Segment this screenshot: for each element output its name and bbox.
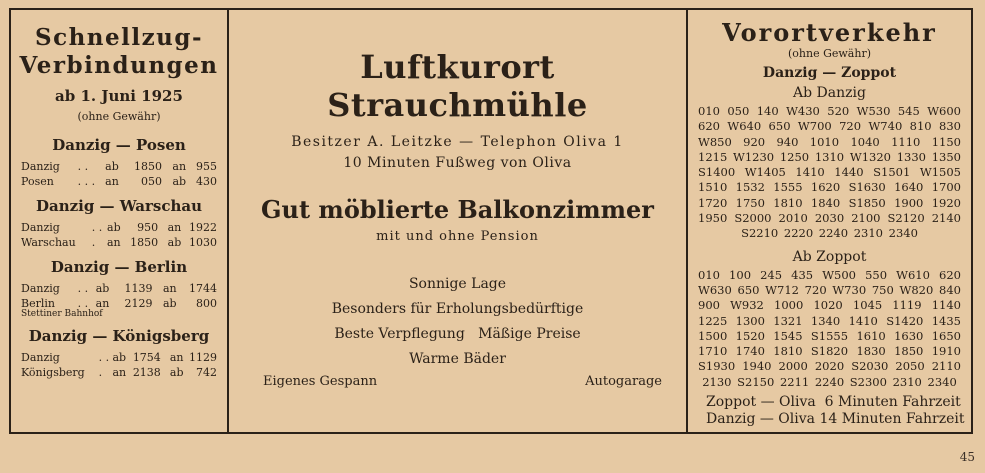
direction: an — [112, 366, 127, 379]
city: Danzig — [21, 221, 60, 234]
city: Posen — [21, 175, 54, 188]
car-garage: Autogarage — [585, 374, 662, 389]
table-row — [21, 235, 217, 250]
travel-times — [688, 394, 971, 428]
time: 1850 — [134, 160, 162, 173]
time: 1850 — [130, 236, 159, 249]
time: 2138 — [132, 366, 161, 379]
feature-item: Warme Bäder — [409, 351, 506, 367]
travel-time-item: Zoppot — Oliva 6 Minuten Fahrzeit — [706, 394, 961, 411]
dots: . . — [98, 351, 110, 364]
direction: an — [172, 160, 187, 173]
route-berlin-title: Danzig — Berlin — [50, 258, 188, 276]
time: 1754 — [132, 351, 161, 364]
time: 430 — [196, 175, 217, 188]
city: Danzig — [21, 282, 60, 295]
table-row — [21, 281, 217, 296]
direction: an — [105, 175, 119, 188]
from-zoppot-times: 010 100 245 435 W500 550 W610 620 W630 650 W712 720 W730 750 W820 840 900 W932 1000 1020 1045 1119 1140 1225 1300 1321 1340 1410 S1420 1435 1500 1520 1545 S1555 1610 1630 1650 1710 1740 1810 S1820 1830 1850 1910 S1930 1940 2000 2020 S2030 2050 2110 2130 S2150 2211 2240 S2300 2310 2340 — [698, 267, 961, 389]
advertisement-frame — [9, 8, 973, 434]
direction: an — [106, 236, 121, 249]
express-disclaimer: (ohne Gewähr) — [77, 110, 161, 123]
direction: ab — [172, 175, 187, 188]
feature-item: Sonnige Lage — [408, 276, 507, 292]
direction: an — [167, 221, 182, 234]
direction: an — [169, 351, 184, 364]
table-row — [21, 365, 217, 380]
hotel-features — [229, 272, 686, 372]
station-note: Stettiner Bahnhof — [21, 309, 103, 319]
direction: ab — [112, 351, 127, 364]
table-row — [21, 350, 217, 365]
time: 742 — [196, 366, 217, 379]
time: 1030 — [189, 236, 217, 249]
from-danzig-label: Ab Danzig — [793, 85, 866, 101]
feature-item: Besonders für Erholungsbedürftige — [331, 301, 584, 317]
time: 1744 — [189, 282, 217, 295]
hotel-walk-distance: 10 Minuten Fußweg von Oliva — [343, 155, 572, 171]
dots: . . — [77, 297, 89, 310]
suburban-disclaimer: (ohne Gewähr) — [788, 47, 871, 60]
express-title-line2: Verbindungen — [19, 52, 219, 79]
dots: . . — [91, 221, 103, 234]
city: Danzig — [21, 351, 60, 364]
hotel-pension: mit und ohne Pension — [376, 229, 539, 244]
own-carriage: Eigenes Gespann — [263, 374, 378, 389]
city: Königsberg — [21, 366, 85, 379]
schedule-date: ab 1. Juni 1925 — [55, 87, 183, 105]
direction: ab — [95, 282, 110, 295]
hotel-extras — [263, 374, 662, 389]
dots: . . — [77, 282, 89, 295]
city: Berlin — [21, 297, 55, 310]
route-warschau-table — [21, 220, 217, 250]
direction: ab — [167, 236, 182, 249]
route-berlin-table — [21, 281, 217, 311]
dots: . . — [77, 160, 89, 173]
suburban-traffic-column — [688, 10, 971, 432]
suburban-route: Danzig — Zoppot — [762, 65, 897, 81]
city: Danzig — [21, 160, 60, 173]
travel-time-item: Danzig — Oliva 14 Minuten Fahrzeit — [706, 411, 965, 428]
route-warschau-title: Danzig — Warschau — [35, 197, 203, 215]
time: 050 — [141, 175, 162, 188]
time: 800 — [196, 297, 217, 310]
direction: an — [162, 282, 177, 295]
dots: . — [91, 236, 96, 249]
table-row — [21, 174, 217, 189]
hotel-rooms: Gut möblierte Balkonzimmer — [261, 195, 654, 224]
direction: ab — [107, 221, 121, 234]
time: 950 — [137, 221, 159, 234]
dots: . — [98, 366, 103, 379]
table-row — [21, 159, 217, 174]
route-koenigsberg-table — [21, 350, 217, 380]
time: 1922 — [189, 221, 217, 234]
time: 1129 — [189, 351, 217, 364]
suburban-title: Vorortverkehr — [722, 18, 937, 47]
route-posen-title: Danzig — Posen — [52, 136, 186, 154]
direction: ab — [169, 366, 184, 379]
hotel-title: Luftkurort Strauchmühle — [327, 48, 588, 124]
from-danzig-times: 010 050 140 W430 520 W530 545 W600 620 W640 650 W700 720 W740 810 830 W850 920 940 1010 1040 1110 1150 1215 W1230 1250 1310 W1320 1330 1350 S1400 W1405 1410 1440 S1501 W1505 1510 1532 1555 1620 S1630 1640 1700 1720 1750 1810 1840 S1850 1900 1920 1950 S2000 2010 2030 2100 S2120 2140 S2210 2220 2240 2310 2340 — [698, 104, 961, 241]
city: Warschau — [21, 236, 76, 249]
from-zoppot-label: Ab Zoppot — [792, 248, 867, 265]
route-posen-table — [21, 159, 217, 189]
time: 2129 — [124, 297, 153, 310]
express-title-line1: Schnellzug- — [34, 24, 204, 51]
page-number: 45 — [959, 450, 975, 464]
express-trains-column — [11, 10, 229, 432]
dots: . . . — [77, 175, 96, 188]
feature-item: Beste Verpflegung Mäßige Preise — [334, 326, 581, 342]
direction: ab — [105, 160, 119, 173]
time: 955 — [196, 160, 217, 173]
table-row — [21, 220, 217, 235]
time: 1139 — [124, 282, 153, 295]
hotel-owner: Besitzer A. Leitzke — Telephon Oliva 1 — [291, 134, 624, 150]
hotel-advert-column — [229, 10, 688, 432]
direction: an — [95, 297, 110, 310]
route-koenigsberg-title: Danzig — Königsberg — [28, 327, 210, 345]
direction: ab — [162, 297, 177, 310]
